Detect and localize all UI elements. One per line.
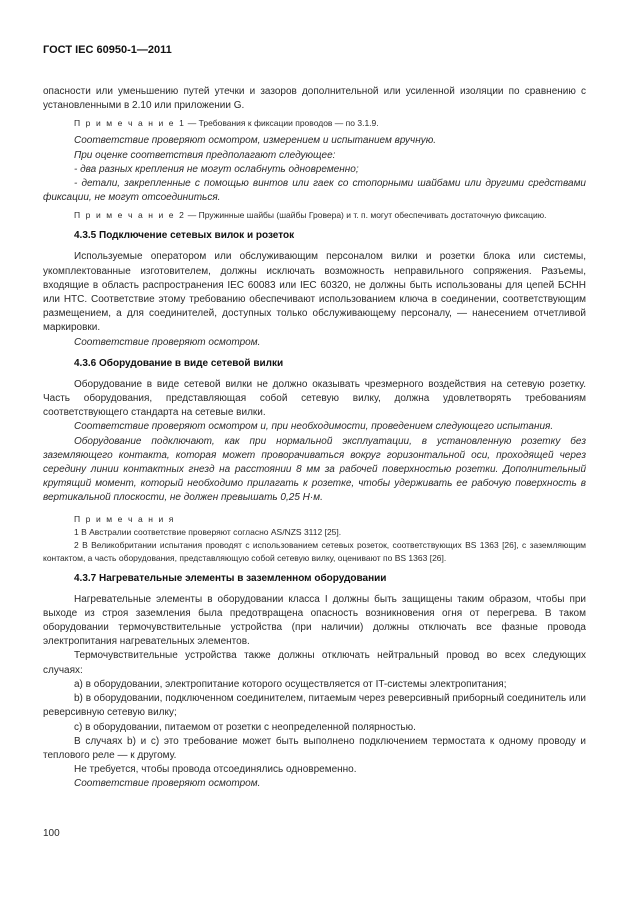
section-4-3-6-compliance-2: Оборудование подключают, как при нормальной эксплуатации, в установленную розетку без заземляющего контакта, которая может проворачиваться вокруг горизонтальной оси, проходящей через середину линии контактных гнезд на расстоянии 8 мм за рабочей поверхностью розетки. Дополнительный крутящий момент, который необходимо прилагать к розетке, чтобы удерживать ее рабочую поверхность в вертикальной плоскости, не должен превышать 0,25 Н·м. [43, 435, 586, 504]
note-1-text: — Требования к фиксации проводов — по 3.1.9. [185, 118, 379, 129]
section-4-3-7-item-c: c) в оборудовании, питаемом от розетки с неопределенной полярностью. [74, 721, 416, 733]
section-4-3-6-paragraph: Оборудование в виде сетевой вилки не должно оказывать чрезмерного воздействия на сетевую розетку. Часть оборудования, представляющая собой сетевую вилку, должна удовлетворять требованиям соответствующего стандарта на сетевые вилки. [43, 378, 586, 419]
section-4-3-6-compliance-1: Соответствие проверяют осмотром и, при необходимости, проведением следующего испытания. [74, 421, 554, 433]
section-4-3-5-heading: 4.3.5 Подключение сетевых вилок и розеток [74, 230, 295, 242]
notes-item-1: 1 В Австралии соответствие проверяют согласно AS/NZS 3112 [25]. [74, 526, 342, 537]
section-4-3-7-heading: 4.3.7 Нагревательные элементы в заземленном оборудовании [74, 572, 387, 584]
note-1-label: П р и м е ч а н и е 1 [74, 118, 186, 129]
compliance-line-4: - детали, закрепленные с помощью винтов или гаек со стопорными шайбами или другими средствами фиксации, не могут отсоединиться. [43, 178, 586, 204]
note-1 [43, 117, 586, 130]
section-4-3-7-paragraph-1: Нагревательные элементы в оборудовании класса I должны быть защищены таким образом, чтобы при выходе из строя заземления была предотвращена опасность возникновения огня от перегрева. В таком оборудовании термочувствительные устройства (при наличии) должны отключать все фазные провода электропитания нагревательных элементов. [43, 593, 586, 648]
section-4-3-6-heading: 4.3.6 Оборудование в виде сетевой вилки [74, 357, 284, 369]
intro-paragraph: опасности или уменьшению путей утечки и зазоров дополнительной или усиленной изоляции по сравнению с установленными в 2.10 или приложении G. [43, 86, 586, 112]
notes-item-2: 2 В Великобритании испытания проводят с использованием сетевых розеток, соответствующих BS 1363 [26], с заземляющим контактом, а часть оборудования, представляющую собой сетевую вилку, оценивают по BS 1363 [26]. [43, 539, 586, 563]
document-header: ГОСТ IEC 60950-1—2011 [43, 44, 172, 56]
section-4-3-7-item-b: b) в оборудовании, подключенном соединителем, питаемым через реверсивный приборный соединитель или реверсивную сетевую вилку; [43, 693, 586, 719]
note-2 [43, 209, 586, 222]
section-4-3-5-compliance: Соответствие проверяют осмотром. [74, 336, 261, 348]
compliance-line-2: При оценке соответствия предполагают следующее: [74, 149, 336, 161]
section-4-3-7-paragraph-2: Термочувствительные устройства также должны отключать нейтральный провод во всех следующих случаях: [43, 650, 586, 676]
page-number: 100 [43, 828, 60, 839]
section-4-3-7-paragraph-4: Не требуется, чтобы провода отсоединялись одновременно. [74, 764, 357, 776]
section-4-3-7-paragraph-3: В случаях b) и c) это требование может быть выполнено подключением термостата к одному проводу и теплового реле — к другому. [43, 735, 586, 761]
notes-label: П р и м е ч а н и я [74, 513, 176, 524]
compliance-line-3: - два разных крепления не могут ослабнуть одновременно; [74, 163, 359, 175]
note-2-label: П р и м е ч а н и е 2 [74, 210, 186, 221]
compliance-line-1: Соответствие проверяют осмотром, измерением и испытанием вручную. [74, 135, 437, 147]
section-4-3-7-compliance: Соответствие проверяют осмотром. [74, 778, 261, 790]
section-4-3-5-paragraph: Используемые оператором или обслуживающим персоналом вилки и розетки блока или системы, укомплектованные изготовителем, должны исключать возможность неправильного сопряжения. Разъемы, входящие в область распространения IEC 60083 или IEC 60320, не должны быть использованы для цепей БСНН или НТС. Соответствие этому требованию обеспечивают использованием ключа в соединении, соответствующим размещением, а для соединителей, доступных только обслуживающему персоналу, — нанесением отчетливой маркировки. [43, 251, 586, 334]
section-4-3-7-item-a: a) в оборудовании, электропитание которого осуществляется от IT-системы электропитания; [74, 678, 507, 690]
note-2-text: — Пружинные шайбы (шайбы Гровера) и т. п. могут обеспечивать достаточную фиксацию. [185, 210, 547, 221]
